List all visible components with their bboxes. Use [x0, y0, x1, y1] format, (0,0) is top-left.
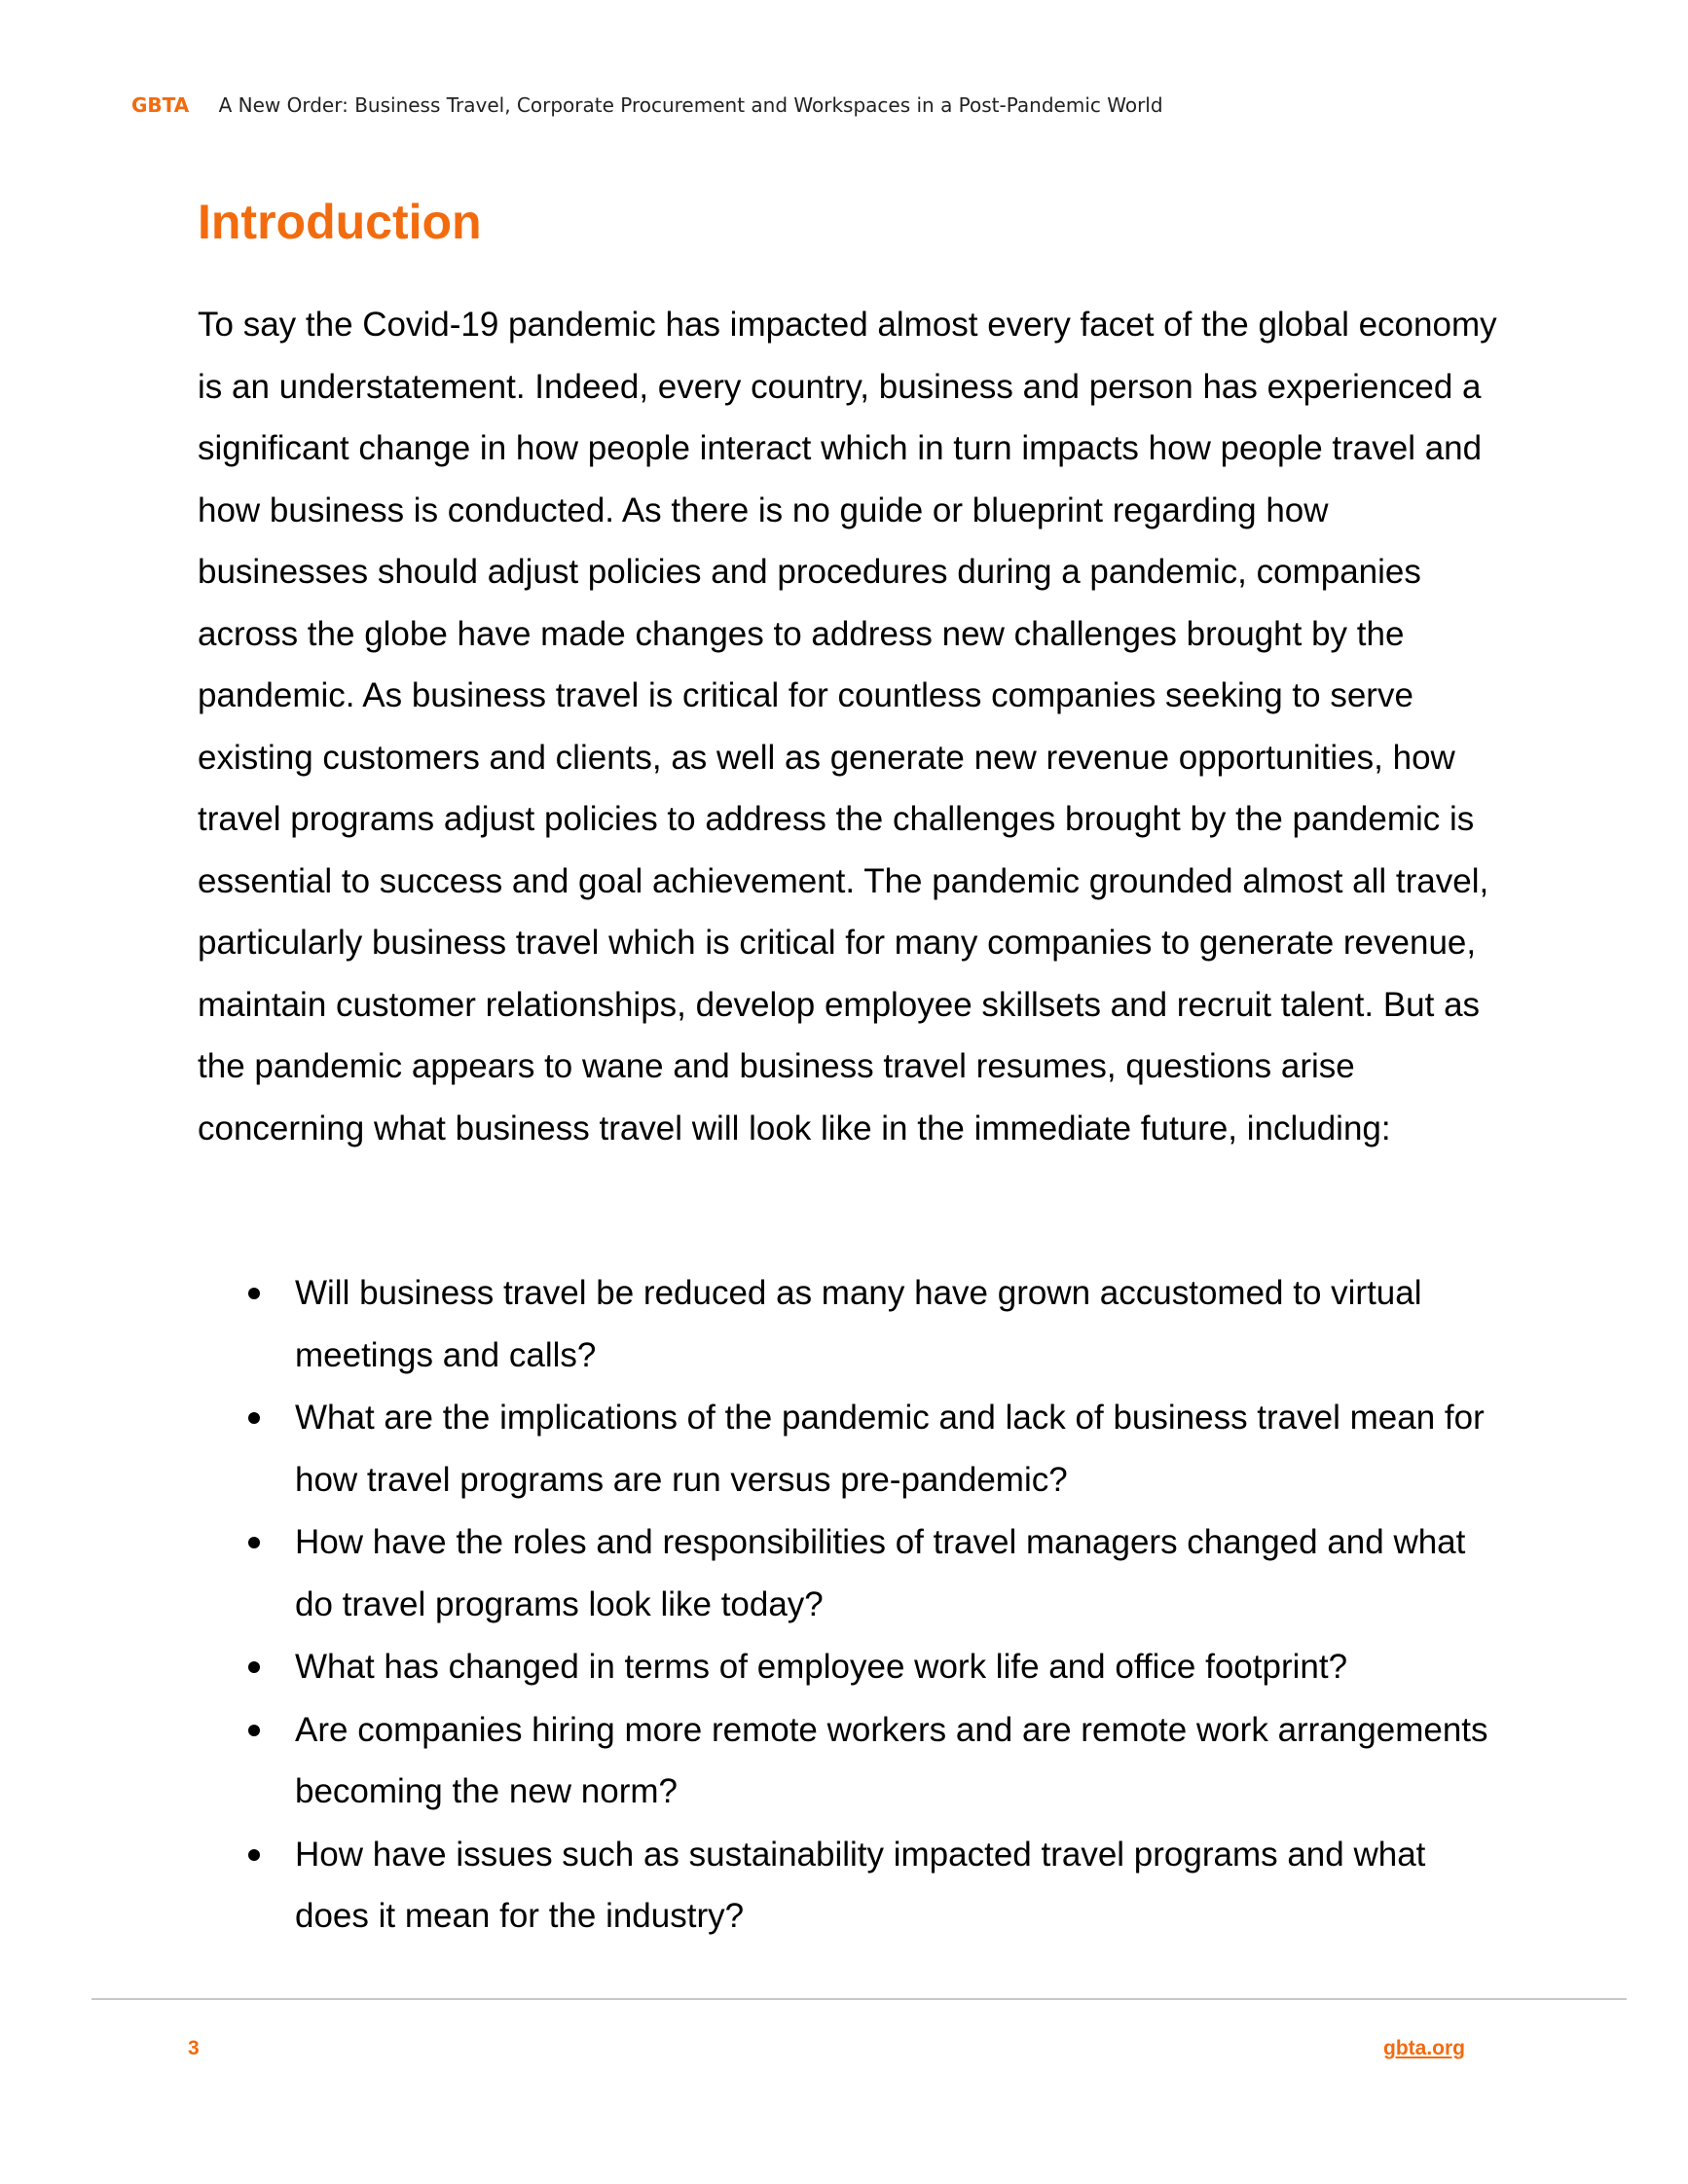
bullet-icon [248, 1288, 260, 1299]
list-item [198, 1699, 1502, 1823]
list-item [198, 1387, 1502, 1511]
list-item-text: What has changed in terms of employee work life and office footprint? [295, 1648, 1348, 1686]
list-item-text: How have issues such as sustainability impacted travel programs and what does it mean for the industry? [295, 1835, 1426, 1935]
section-heading: Introduction [198, 195, 482, 249]
page-number: 3 [188, 2037, 200, 2059]
intro-paragraph: To say the Covid-19 pandemic has impacted almost every facet of the global economy is an understatement. Indeed, every country, business and person has experienced a significant change in how people interact which in turn impacts how people travel and how business is conducted. As there is no guide or blueprint regarding how businesses should adjust policies and procedures during a pandemic, companies across the globe have made changes to address new challenges brought by the pandemic. As business travel is critical for countless companies seeking to serve existing customers and clients, as well as generate new revenue opportunities, how travel programs adjust policies to address the challenges brought by the pandemic is essential to success and goal achievement. The pandemic grounded almost all travel, particularly business travel which is critical for many companies to generate revenue, maintain customer relationships, develop employee skillsets and recruit talent. But as the pandemic appears to wane and business travel resumes, questions arise concerning what business travel will look like in the immediate future, including: [198, 306, 1497, 1147]
list-item [198, 1824, 1502, 1947]
running-header [131, 93, 1163, 117]
document-title: A New Order: Business Travel, Corporate Procurement and Workspaces in a Post-Pandemic World [218, 93, 1163, 117]
questions-list [198, 1262, 1502, 1948]
website-link[interactable]: gbta.org [1383, 2037, 1465, 2059]
list-item [198, 1511, 1502, 1635]
list-item-text: Are companies hiring more remote workers and are remote work arrangements becoming the new norm? [295, 1710, 1488, 1810]
bullet-icon [248, 1725, 260, 1736]
bullet-icon [248, 1849, 260, 1861]
list-item [198, 1636, 1502, 1698]
bullet-icon [248, 1412, 260, 1424]
bullet-icon [248, 1661, 260, 1673]
list-item-text: How have the roles and responsibilities of travel managers changed and what do travel programs look like today? [295, 1523, 1466, 1623]
list-item-text: Will business travel be reduced as many have grown accustomed to virtual meetings and calls? [295, 1274, 1422, 1374]
footer-divider [92, 1998, 1627, 2000]
list-item [198, 1262, 1502, 1386]
bullet-icon [248, 1537, 260, 1548]
brand-label: GBTA [131, 93, 190, 117]
list-item-text: What are the implications of the pandemic and lack of business travel mean for how travel programs are run versus pre-pandemic? [295, 1399, 1485, 1499]
